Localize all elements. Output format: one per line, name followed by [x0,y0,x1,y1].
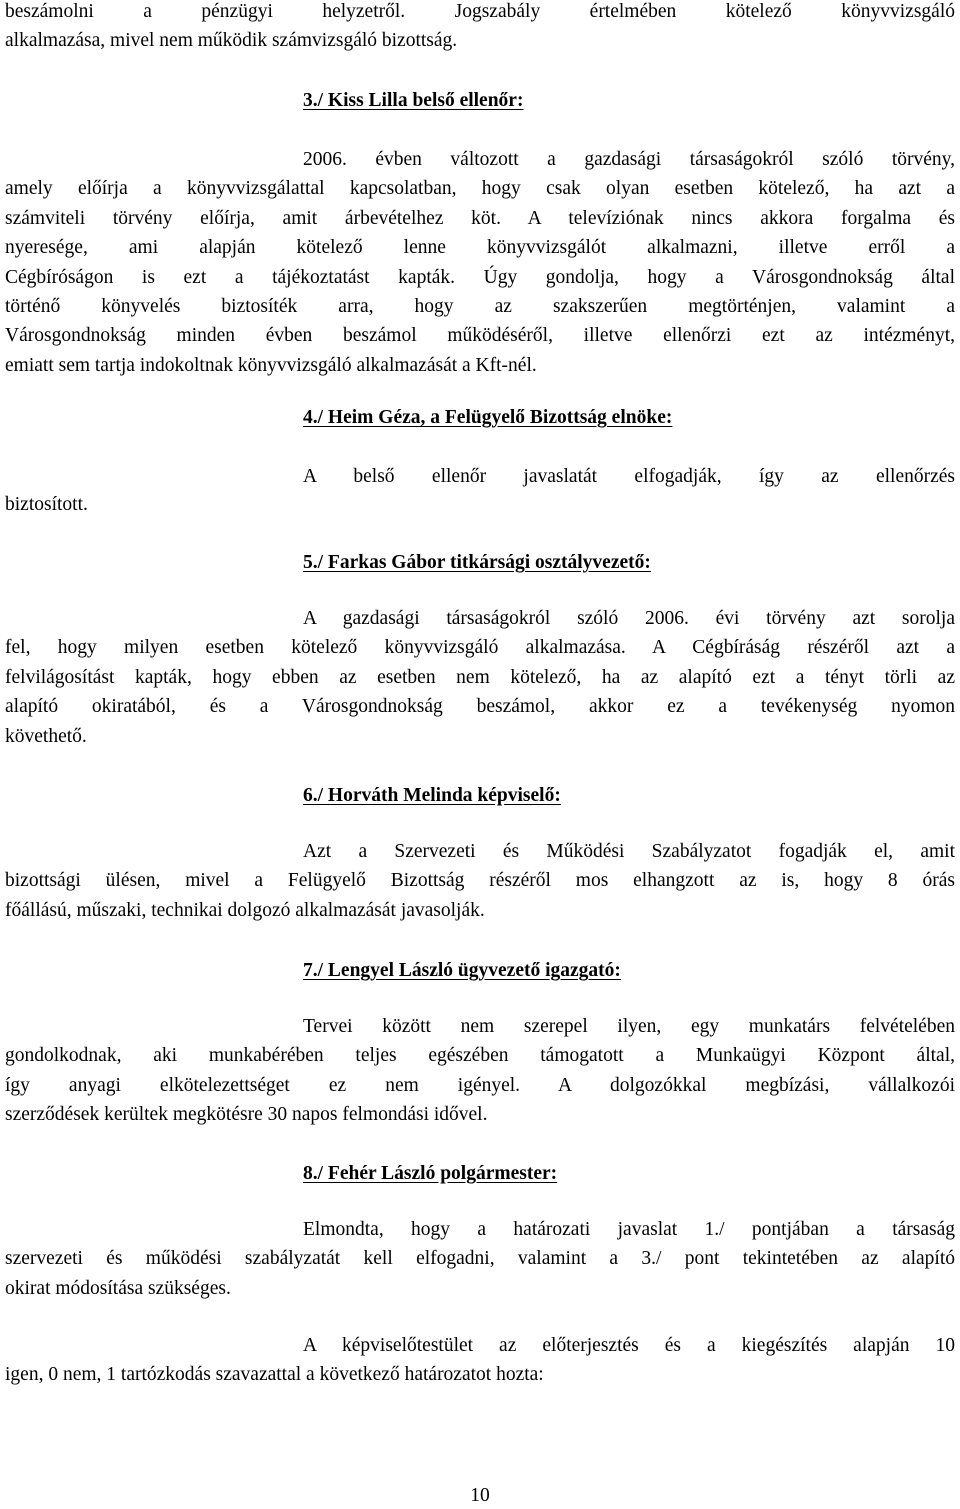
text-line: főállású, műszaki, technikai dolgozó alkalmazását javasolják. [5,899,485,921]
section-8 [5,1159,955,1188]
text-line: okirat módosítása szükséges. [5,1277,231,1299]
section-8-body [5,1215,955,1303]
section-7-body [5,1012,955,1130]
section-7 [5,956,955,985]
section-6 [5,781,955,810]
text-line: így anyagi elkötelezettséget ez nem igényel. A dolgozókkal megbízási, vállalkozói [5,1074,955,1096]
text-line: bizottsági ülésen, mivel a Felügyelő Bizottság részéről mos elhangzott az is, hogy 8 órás [5,870,955,892]
page-number: 10 [470,1485,490,1506]
vote-paragraph [5,1331,955,1390]
text-line: számviteli törvény előírja, amit árbevételhez köt. A televíziónak nincs akkora forgalma és [5,207,955,229]
section-6-body [5,837,955,925]
text-line: fel, hogy milyen esetben kötelező könyvvizsgáló alkalmazása. A Cégbíráság részéről azt a [5,637,955,659]
heading-text: 5./ Farkas Gábor titkársági osztályvezető: [303,552,651,573]
text-line: emiatt sem tartja indokoltnak könyvvizsgáló alkalmazását a Kft-nél. [5,354,537,376]
heading-text: 3./ Kiss Lilla belső ellenőr: [303,90,524,111]
section-heading [5,1159,955,1188]
section-heading [5,86,955,115]
text-line: 2006. évben változott a gazdasági társaságokról szóló törvény, [303,149,955,170]
text-line: gondolkodnak, aki munkabérében teljes egészében támogatott a Munkaügyi Központ által, [5,1045,955,1067]
heading-text: 8./ Fehér László polgármester: [303,1163,558,1184]
text-line: A belső ellenőr javaslatát elfogadják, így az ellenőrzés [303,466,955,487]
text-line: beszámolni a pénzügyi helyzetről. Jogszabály értelmében kötelező könyvvizsgáló [5,1,955,22]
text-line: követhető. [5,725,87,747]
text-line: A képviselőtestület az előterjesztés és a kiegészítés alapján 10 [303,1335,955,1356]
text-line: amely előírja a könyvvizsgálattal kapcsolatban, hogy csak olyan esetben kötelező, ha azt a [5,178,955,200]
text-line: történő könyvelés biztosíték arra, hogy az szakszerűen megtörténjen, valamint a [5,295,955,317]
text-line: alkalmazása, mivel nem működik számvizsgáló bizottság. [5,30,458,52]
text-line: biztosított. [5,494,88,515]
text-line: Elmondta, hogy a határozati javaslat 1./ pontjában a társaság [303,1219,955,1240]
text-line: A gazdasági társaságokról szóló 2006. évi törvény azt sorolja [303,608,955,629]
section-4 [5,403,955,432]
section-heading [5,548,955,577]
text-line: szerződések kerültek megkötésre 30 napos felmondási idővel. [5,1104,488,1126]
section-heading [5,956,955,985]
text-line: igen, 0 nem, 1 tartózkodás szavazattal a következő határozatot hozta: [5,1364,544,1386]
text-line: Tervei között nem szerepel ilyen, egy munkatárs felvételében [303,1016,955,1037]
section-heading [5,403,955,432]
text-line: szervezeti és működési szabályzatát kell elfogadni, valamint a 3./ pont tekintetében az alapító [5,1248,955,1270]
text-line: Azt a Szervezeti és Működési Szabályzatot fogadják el, amit [303,841,955,862]
intro-paragraph [5,0,955,56]
heading-text: 6./ Horváth Melinda képviselő: [303,785,561,806]
section-heading [5,781,955,810]
text-line: nyeresége, ami alapján kötelező lenne könyvvizsgálót alkalmazni, illetve erről a [5,237,955,259]
section-5 [5,548,955,577]
heading-text: 4./ Heim Géza, a Felügyelő Bizottság elnöke: [303,407,673,428]
heading-text: 7./ Lengyel László ügyvezető igazgató: [303,960,621,981]
section-5-body [5,604,955,751]
section-3 [5,86,955,115]
text-line: Cégbíróságon is ezt a tájékoztatást kapták. Úgy gondolja, hogy a Városgondnokság által [5,266,955,288]
text-line: alapító okiratából, és a Városgondnokság beszámol, akkor ez a tevékenység nyomon [5,696,955,718]
section-3-body [5,145,955,380]
section-4-body-end [5,490,955,519]
section-4-body [5,462,955,491]
text-line: felvilágosítást kapták, hogy ebben az esetben nem kötelező, ha az alapító ezt a tényt törli az [5,666,955,688]
text-line: Városgondnokság minden évben beszámol működéséről, illetve ellenőrzi ezt az intézményt, [5,325,955,347]
